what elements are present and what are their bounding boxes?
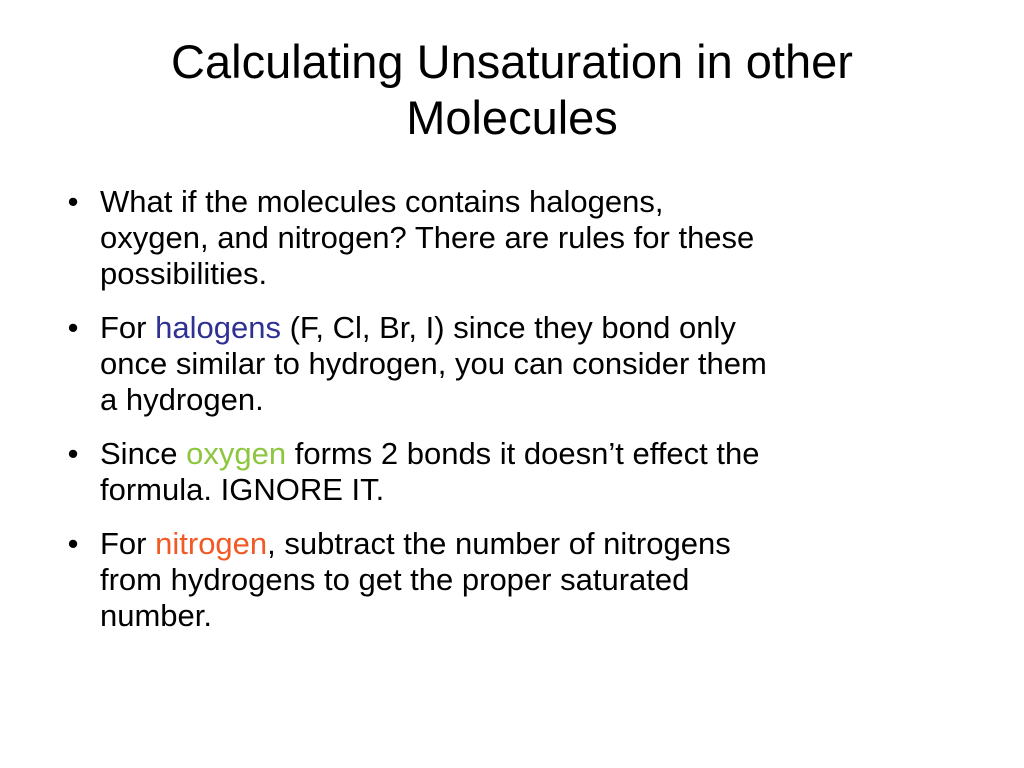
bullet-text-line: oxygen, and nitrogen? There are rules for these — [100, 220, 755, 255]
highlight-oxygen: oxygen — [186, 436, 287, 471]
bullet-text: For — [100, 310, 156, 345]
bullet-icon: • — [67, 526, 79, 561]
bullet-text-line: number. — [100, 598, 213, 633]
bullet-icon: • — [67, 310, 79, 345]
slide-title — [60, 34, 964, 146]
bullet-icon: • — [67, 184, 79, 219]
bullet-item-nitrogen — [58, 526, 978, 634]
bullet-text-line — [100, 310, 978, 346]
bullet-text-line: from hydrogens to get the proper saturated — [100, 562, 690, 597]
bullet-item-elements-question — [58, 184, 978, 292]
bullet-text: Since — [100, 436, 187, 471]
bullet-text-line: a hydrogen. — [100, 382, 264, 417]
highlight-nitrogen: nitrogen — [155, 526, 268, 561]
bullet-text-line: possibilities. — [100, 256, 268, 291]
bullet-text-line — [100, 526, 978, 562]
bullet-text: forms 2 bonds it doesn’t effect the — [286, 436, 760, 471]
bullet-text-line — [100, 436, 978, 472]
bullet-text-line: What if the molecules contains halogens, — [100, 184, 664, 219]
bullet-item-oxygen — [58, 436, 978, 508]
bullet-text-line: formula. IGNORE IT. — [100, 472, 385, 507]
title-line: Calculating Unsaturation in other — [171, 35, 853, 88]
bullet-text: For — [100, 526, 156, 561]
bullet-text: (F, Cl, Br, I) since they bond only — [280, 310, 736, 345]
highlight-halogens: halogens — [155, 310, 281, 345]
bullet-icon: • — [67, 436, 79, 471]
bullet-text-line: once similar to hydrogen, you can consider them — [100, 346, 767, 381]
bullet-text: , subtract the number of nitrogens — [267, 526, 731, 561]
bullet-item-halogens — [58, 310, 978, 418]
bullet-list — [58, 184, 978, 652]
title-line: Molecules — [406, 91, 618, 144]
